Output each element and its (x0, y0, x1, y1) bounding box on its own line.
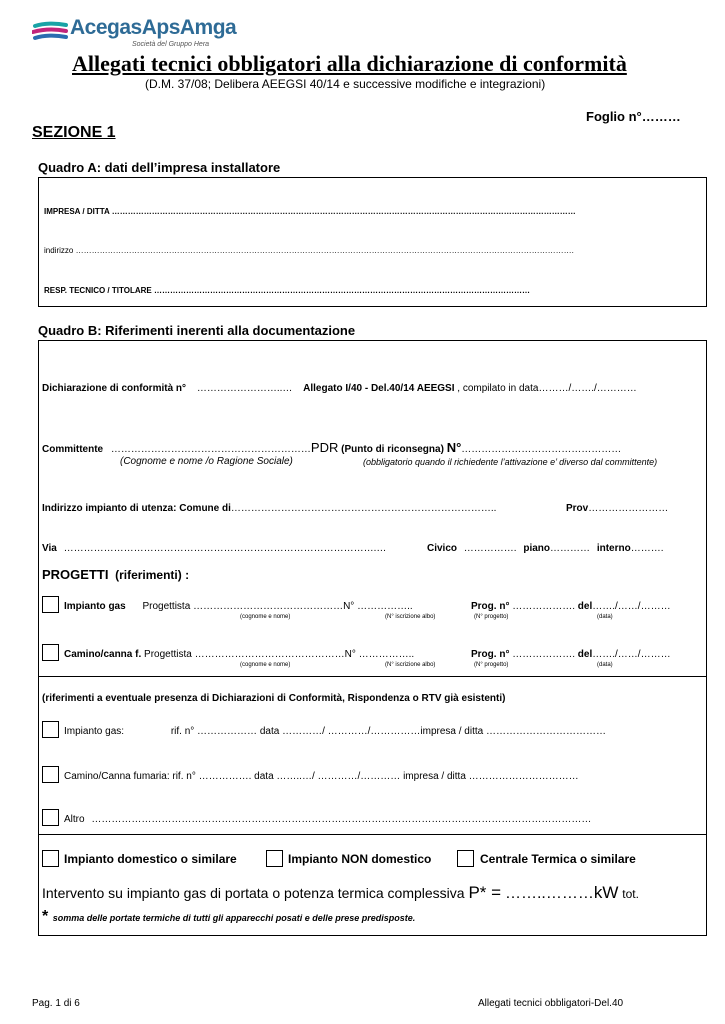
potenza-label: P* = (468, 883, 502, 902)
footnote-text: somma delle portate termiche di tutti gli apparecchi posati e delle prese predisposte. (52, 913, 416, 923)
logo-subtitle: Società del Gruppo Hera (132, 41, 210, 48)
camino-prog-input[interactable]: ………………. (512, 649, 576, 660)
note-cognome: (cognome e nome) (240, 662, 291, 668)
page-title: Allegati tecnici obbligatori alla dichiarazione di conformità (72, 51, 627, 76)
note-iscrizione: (N° iscrizione albo) (385, 662, 436, 668)
footnote-star: * (42, 908, 49, 925)
section-divider (38, 676, 707, 677)
camino-label: Camino/canna f. (64, 649, 142, 660)
domestico-checkbox[interactable] (42, 850, 59, 867)
indirizzo-field[interactable]: indirizzo ……………………………………………………………………………………………………………………………………………………………………. (44, 246, 574, 255)
rif-gas-input[interactable]: rif. n° ……………… data …………/ …………/……………impresa / ditta ……………………………… (170, 726, 606, 737)
rif-gas-checkbox[interactable] (42, 721, 59, 738)
riferimenti-heading: (riferimenti a eventuale presenza di Dichiarazioni di Conformità, Rispondenza o RTV già esistenti) (42, 693, 506, 704)
piano-input[interactable]: ………… (550, 543, 591, 554)
quadro-a-heading: Quadro A: dati dell’impresa installatore (38, 160, 281, 175)
potenza-input[interactable]: ……..……… (504, 885, 594, 902)
civico-label: Civico (427, 543, 458, 554)
camino-row (64, 649, 414, 660)
camino-del-input[interactable]: ……./……/……… (592, 649, 671, 660)
unit-suffix: tot. (622, 887, 639, 901)
prov-input[interactable]: …………………… (588, 503, 669, 514)
altro-row (64, 814, 591, 825)
page-subtitle: (D.M. 37/08; Delibera AEEGSI 40/14 e successive modifiche e integrazioni) (145, 77, 546, 91)
dichiarazione-label: Dichiarazione di conformità n° (42, 383, 187, 394)
non-domestico-checkbox[interactable] (266, 850, 283, 867)
prog-input[interactable]: ………………. (512, 601, 576, 612)
note-data: (data) (597, 614, 613, 620)
prog-field (471, 601, 671, 612)
intervento-label: Intervento su impianto gas di portata o potenza termica complessiva (42, 885, 465, 901)
camino-progettista-input[interactable]: ……………………………………… (194, 649, 345, 660)
via-label: Via (42, 543, 57, 554)
committente-row (42, 440, 621, 455)
camino-checkbox[interactable] (42, 644, 59, 661)
rif-camino-input[interactable]: Camino/Canna fumaria: rif. n° ……………. data ……..…/ …………/………… impresa / ditta …………………………… (64, 771, 579, 782)
camino-prog-field (471, 649, 671, 660)
camino-progettista-label: Progettista (144, 649, 192, 660)
progettista-input[interactable]: ……………………………………… (193, 601, 344, 612)
n-albo-label: N° (343, 601, 355, 612)
del-label: del (577, 601, 593, 612)
piano-label: piano (523, 543, 551, 554)
progettista-label: Progettista (142, 601, 191, 612)
impianto-gas-checkbox[interactable] (42, 596, 59, 613)
pdr-rest: (Punto di riconsegna) (341, 444, 444, 455)
impianto-gas-row (64, 601, 413, 612)
indirizzo-impianto-label: Indirizzo impianto di utenza: Comune di (42, 503, 231, 514)
note-cognome: (cognome e nome) (240, 614, 291, 620)
foglio-number: Foglio n°……… (586, 109, 681, 124)
committente-label: Committente (42, 444, 104, 455)
section-divider (38, 834, 707, 835)
del-input[interactable]: ……./……/……… (592, 601, 671, 612)
progetti-heading (42, 567, 189, 582)
non-domestico-label: Impianto NON domestico (288, 852, 432, 866)
altro-input[interactable]: …………………………………………………………………………………………………………………………………… (91, 814, 592, 825)
pdr-n-label: N° (446, 440, 462, 455)
interno-label: interno (596, 543, 631, 554)
interno-input[interactable]: ………. (630, 543, 664, 554)
pdr-input[interactable]: ………………………………………… (461, 444, 622, 455)
civico-field (427, 543, 663, 554)
pdr-note: (obbligatorio quando il richiedente l’attivazione e’ diverso dal committente) (363, 457, 658, 467)
progetti-label: PROGETTI (42, 567, 109, 582)
camino-n-label: N° (344, 649, 356, 660)
allegato-label: Allegato I/40 - Del.40/14 AEEGSI (303, 383, 455, 394)
footer-doc-name: Allegati tecnici obbligatori-Del.40 (478, 998, 624, 1009)
rif-gas-label: Impianto gas: (64, 726, 125, 737)
prov-field (566, 503, 668, 514)
resp-tecnico-field[interactable]: RESP. TECNICO / TITOLARE …………………………………………………………………………………………………………………………… (44, 286, 530, 295)
rif-gas-row (64, 726, 606, 737)
prov-label: Prov (566, 503, 589, 514)
note-data: (data) (597, 662, 613, 668)
logo-mark-icon (32, 20, 68, 42)
dichiarazione-row (42, 383, 637, 394)
quadro-b-heading: Quadro B: Riferimenti inerenti alla documentazione (38, 323, 356, 338)
progetti-rif: (riferimenti) : (115, 568, 190, 582)
n-albo-input[interactable]: …………….. (357, 601, 413, 612)
via-input[interactable]: ………………………………………………………………………………….… (63, 543, 387, 554)
domestico-label: Impianto domestico o similare (64, 852, 237, 866)
pdr-label: PDR (310, 440, 339, 455)
logo-text: AcegasApsAmga (70, 16, 237, 39)
civico-input[interactable]: ……………. (463, 543, 517, 554)
rif-camino-checkbox[interactable] (42, 766, 59, 783)
altro-label: Altro (64, 814, 85, 825)
committente-note: (Cognome e nome /o Ragione Sociale) (120, 456, 293, 467)
footnote (42, 908, 415, 926)
page-number: Pag. 1 di 6 (32, 998, 80, 1009)
section-title: SEZIONE 1 (32, 124, 116, 141)
allegato-date-input[interactable]: , compilato in data………/……./………… (457, 383, 637, 394)
impianto-gas-label: Impianto gas (64, 601, 126, 612)
comune-input[interactable]: …………………………………………………………………….. (230, 503, 497, 514)
centrale-checkbox[interactable] (457, 850, 474, 867)
note-progetto: (N° progetto) (474, 662, 509, 668)
committente-input[interactable]: …………………………………………………… (110, 444, 311, 455)
centrale-label: Centrale Termica o similare (480, 852, 636, 866)
company-logo (32, 16, 237, 52)
note-progetto: (N° progetto) (474, 614, 509, 620)
camino-prog-label: Prog. n° (471, 649, 510, 660)
camino-n-input[interactable]: …………….. (358, 649, 415, 660)
impresa-field[interactable]: IMPRESA / DITTA ………………………………………………………………………………………………………………………………………………………… (44, 207, 576, 216)
altro-checkbox[interactable] (42, 809, 59, 826)
indirizzo-impianto-row (42, 503, 496, 514)
quadro-b-box (38, 340, 707, 936)
prog-label: Prog. n° (471, 601, 510, 612)
note-iscrizione: (N° iscrizione albo) (385, 614, 436, 620)
dichiarazione-input[interactable]: ……………………..… (196, 383, 293, 394)
via-row (42, 543, 386, 554)
unit-label: kW (593, 883, 619, 902)
camino-del-label: del (577, 649, 593, 660)
intervento-row (42, 883, 639, 903)
